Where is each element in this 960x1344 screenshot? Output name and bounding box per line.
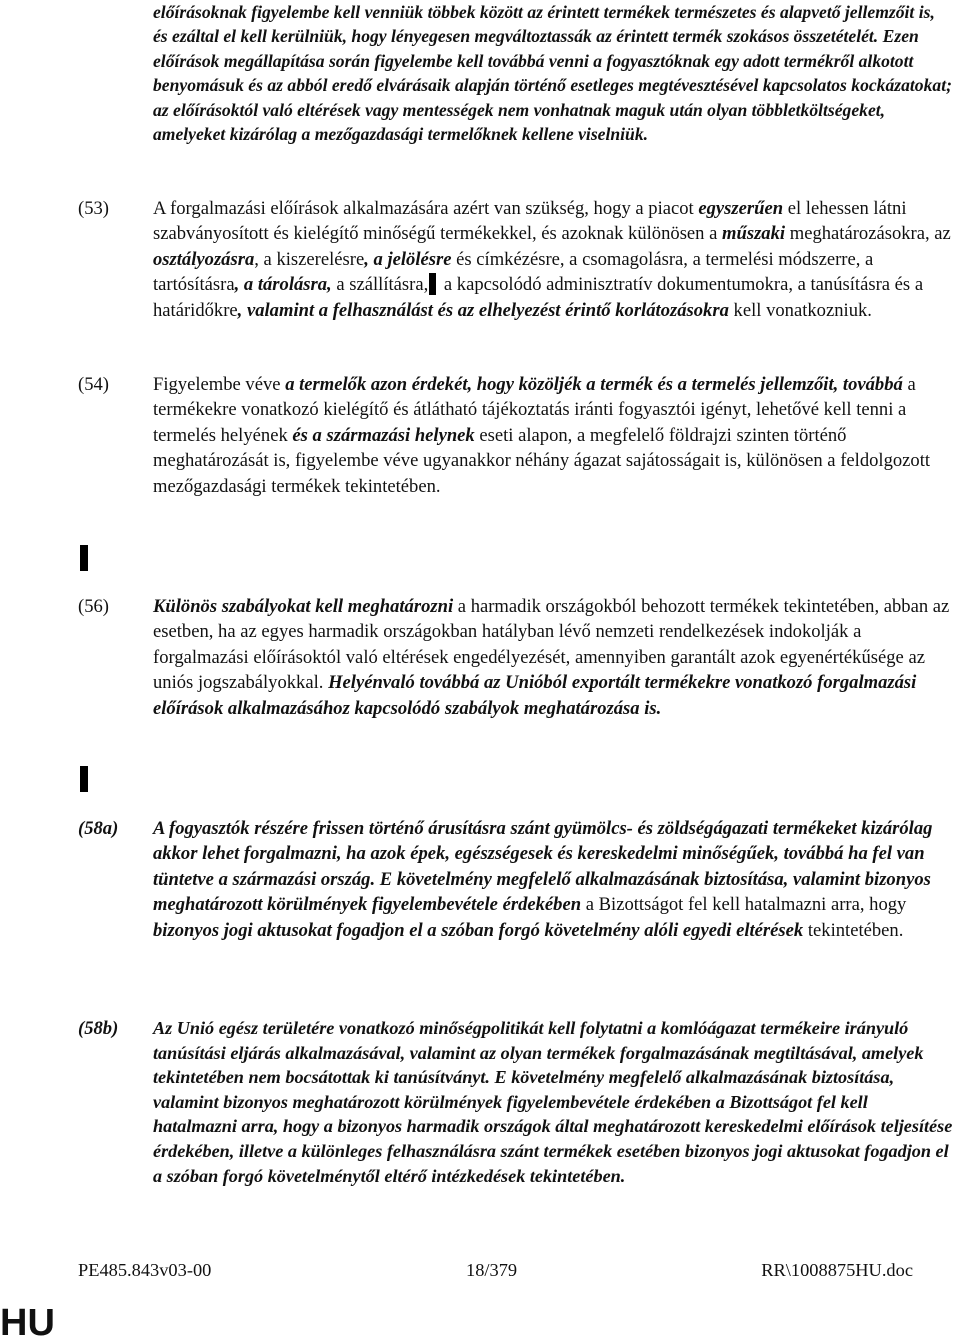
paragraph-text: A fogyasztók részére frissen történő árusításra szánt gyümölcs- és zöldségágazati termékeket kizárólag akkor lehet forgalmazni, ha azok épek, egészségesek és kereskedelmi minőségűek, továbbá ha fel van tüntetve a származási ország. E követelmény megfelelő alkalmazásának biztosítása, valamint bizonyos meghatározott körülmények figyelembevétele érdekében a Bizottságot fel kell hatalmazni arra, hogy bizonyos jogi aktusokat fogadjon el a szóban forgó követelmény alóli egyedi eltérések tekintetében.: [153, 818, 933, 941]
paragraph-text: A forgalmazási előírások alkalmazására azért van szükség, hogy a piacot egyszerűen el lehessen látni szabványosított és kielégítő minőségű termékekkel, és azoknak különösen a műszaki meghatározásokra, az osztályozásra, a kiszerelésre, a jelölésre és címkézésre, a csomagolásra, a termelési módszerre, a tartósításra, a tárolásra, a szállításra, a kapcsolódó adminisztratív dokumentumokra, a tanúsításra és a határidőkre, valamint a felhasználást és az elhelyezést érintő korlátozásokra kell vonatkozniuk.: [153, 198, 951, 321]
paragraph-number: (54): [78, 374, 109, 395]
deletion-marker: [80, 766, 88, 792]
lead-paragraph: [153, 0, 953, 146]
page-number: 18/379: [466, 1260, 518, 1280]
paragraph-number: (53): [78, 198, 109, 219]
file-name: RR\1008875HU.doc: [761, 1260, 913, 1280]
language-code: HU: [0, 1302, 55, 1344]
paragraph-text: Figyelembe véve a termelők azon érdekét, hogy közöljék a termék és a termelés jellemzőit, továbbá a termékekre vonatkozó kielégítő és átlátható tájékoztatás iránti fogyasztói igényt, lehetővé kell tenni a termelés helyének és a származási helynek eseti alapon, a megfelelő földrajzi szinten történő meghatározását is, figyelembe véve ugyanakkor néhány ágazat sajátosságait is, különösen a feldolgozott mezőgazdasági termékek tekintetében.: [153, 374, 931, 497]
document-reference: PE485.843v03-00: [78, 1260, 212, 1280]
paragraph-number: (58b): [78, 1018, 119, 1039]
paragraph-text: Különös szabályokat kell meghatározni a harmadik országokból behozott termékek tekintetében, abban az esetben, ha az egyes harmadik országokban hatályban lévő nemzeti rendelkezések indokolják a forgalmazási előírásoktól való eltérések engedélyezését, amennyiben garantált azok egyenértékűsége az uniós jogszabályokkal. Helyénvaló továbbá az Unióból exportált termékekre vonatkozó forgalmazási előírások alkalmazásához kapcsolódó szabályok meghatározása is.: [153, 596, 950, 719]
paragraph-number: (58a): [78, 818, 119, 839]
deletion-marker: [429, 273, 436, 295]
paragraph-text: Az Unió egész területére vonatkozó minőségpolitikát kell folytatni a komlóágazat termékeire irányuló tanúsítási eljárás alkalmazásával, valamint az olyan termékek forgalmazásának megtiltásával, amelyek tekintetében nem bocsátottak ki tanúsítványt. E követelmény megfelelő alkalmazásának biztosítása, valamint bizonyos meghatározott körülmények figyelembevétele érdekében a Bizottságot fel kell hatalmazni arra, hogy a bizonyos harmadik országok által meghatározott kereskedelmi előírások teljesítése érdekében, illetve a különleges felhasználásra szánt termékek esetében bizonyos jogi aktusokat fogadjon el a szóban forgó követelménytől eltérő intézkedések tekintetében.: [153, 1018, 953, 1186]
deletion-marker: [80, 545, 88, 571]
lead-text: előírásoknak figyelembe kell venniük többek között az érintett termékek természetes és alapvető jellemzőit is, és ezáltal el kell kerülniük, hogy lényegesen megváltoztassák az érintett termék szokásos összetételét. Ezen előírások megállapítása során figyelembe kell továbbá venni a fogyasztóknak egy adott termékről alkotott benyomásuk és az abból eredő elvárásaik alapján történő esetleges megtévesztésével kapcsolatos kockázatokat; az előírásoktól való eltérések vagy mentességek nem vonhatnak maguk után olyan többletköltségeket, amelyeket kizárólag a mezőgazdasági termelőknek kellene viselniük.: [153, 2, 952, 145]
paragraph-number: (56): [78, 596, 109, 617]
